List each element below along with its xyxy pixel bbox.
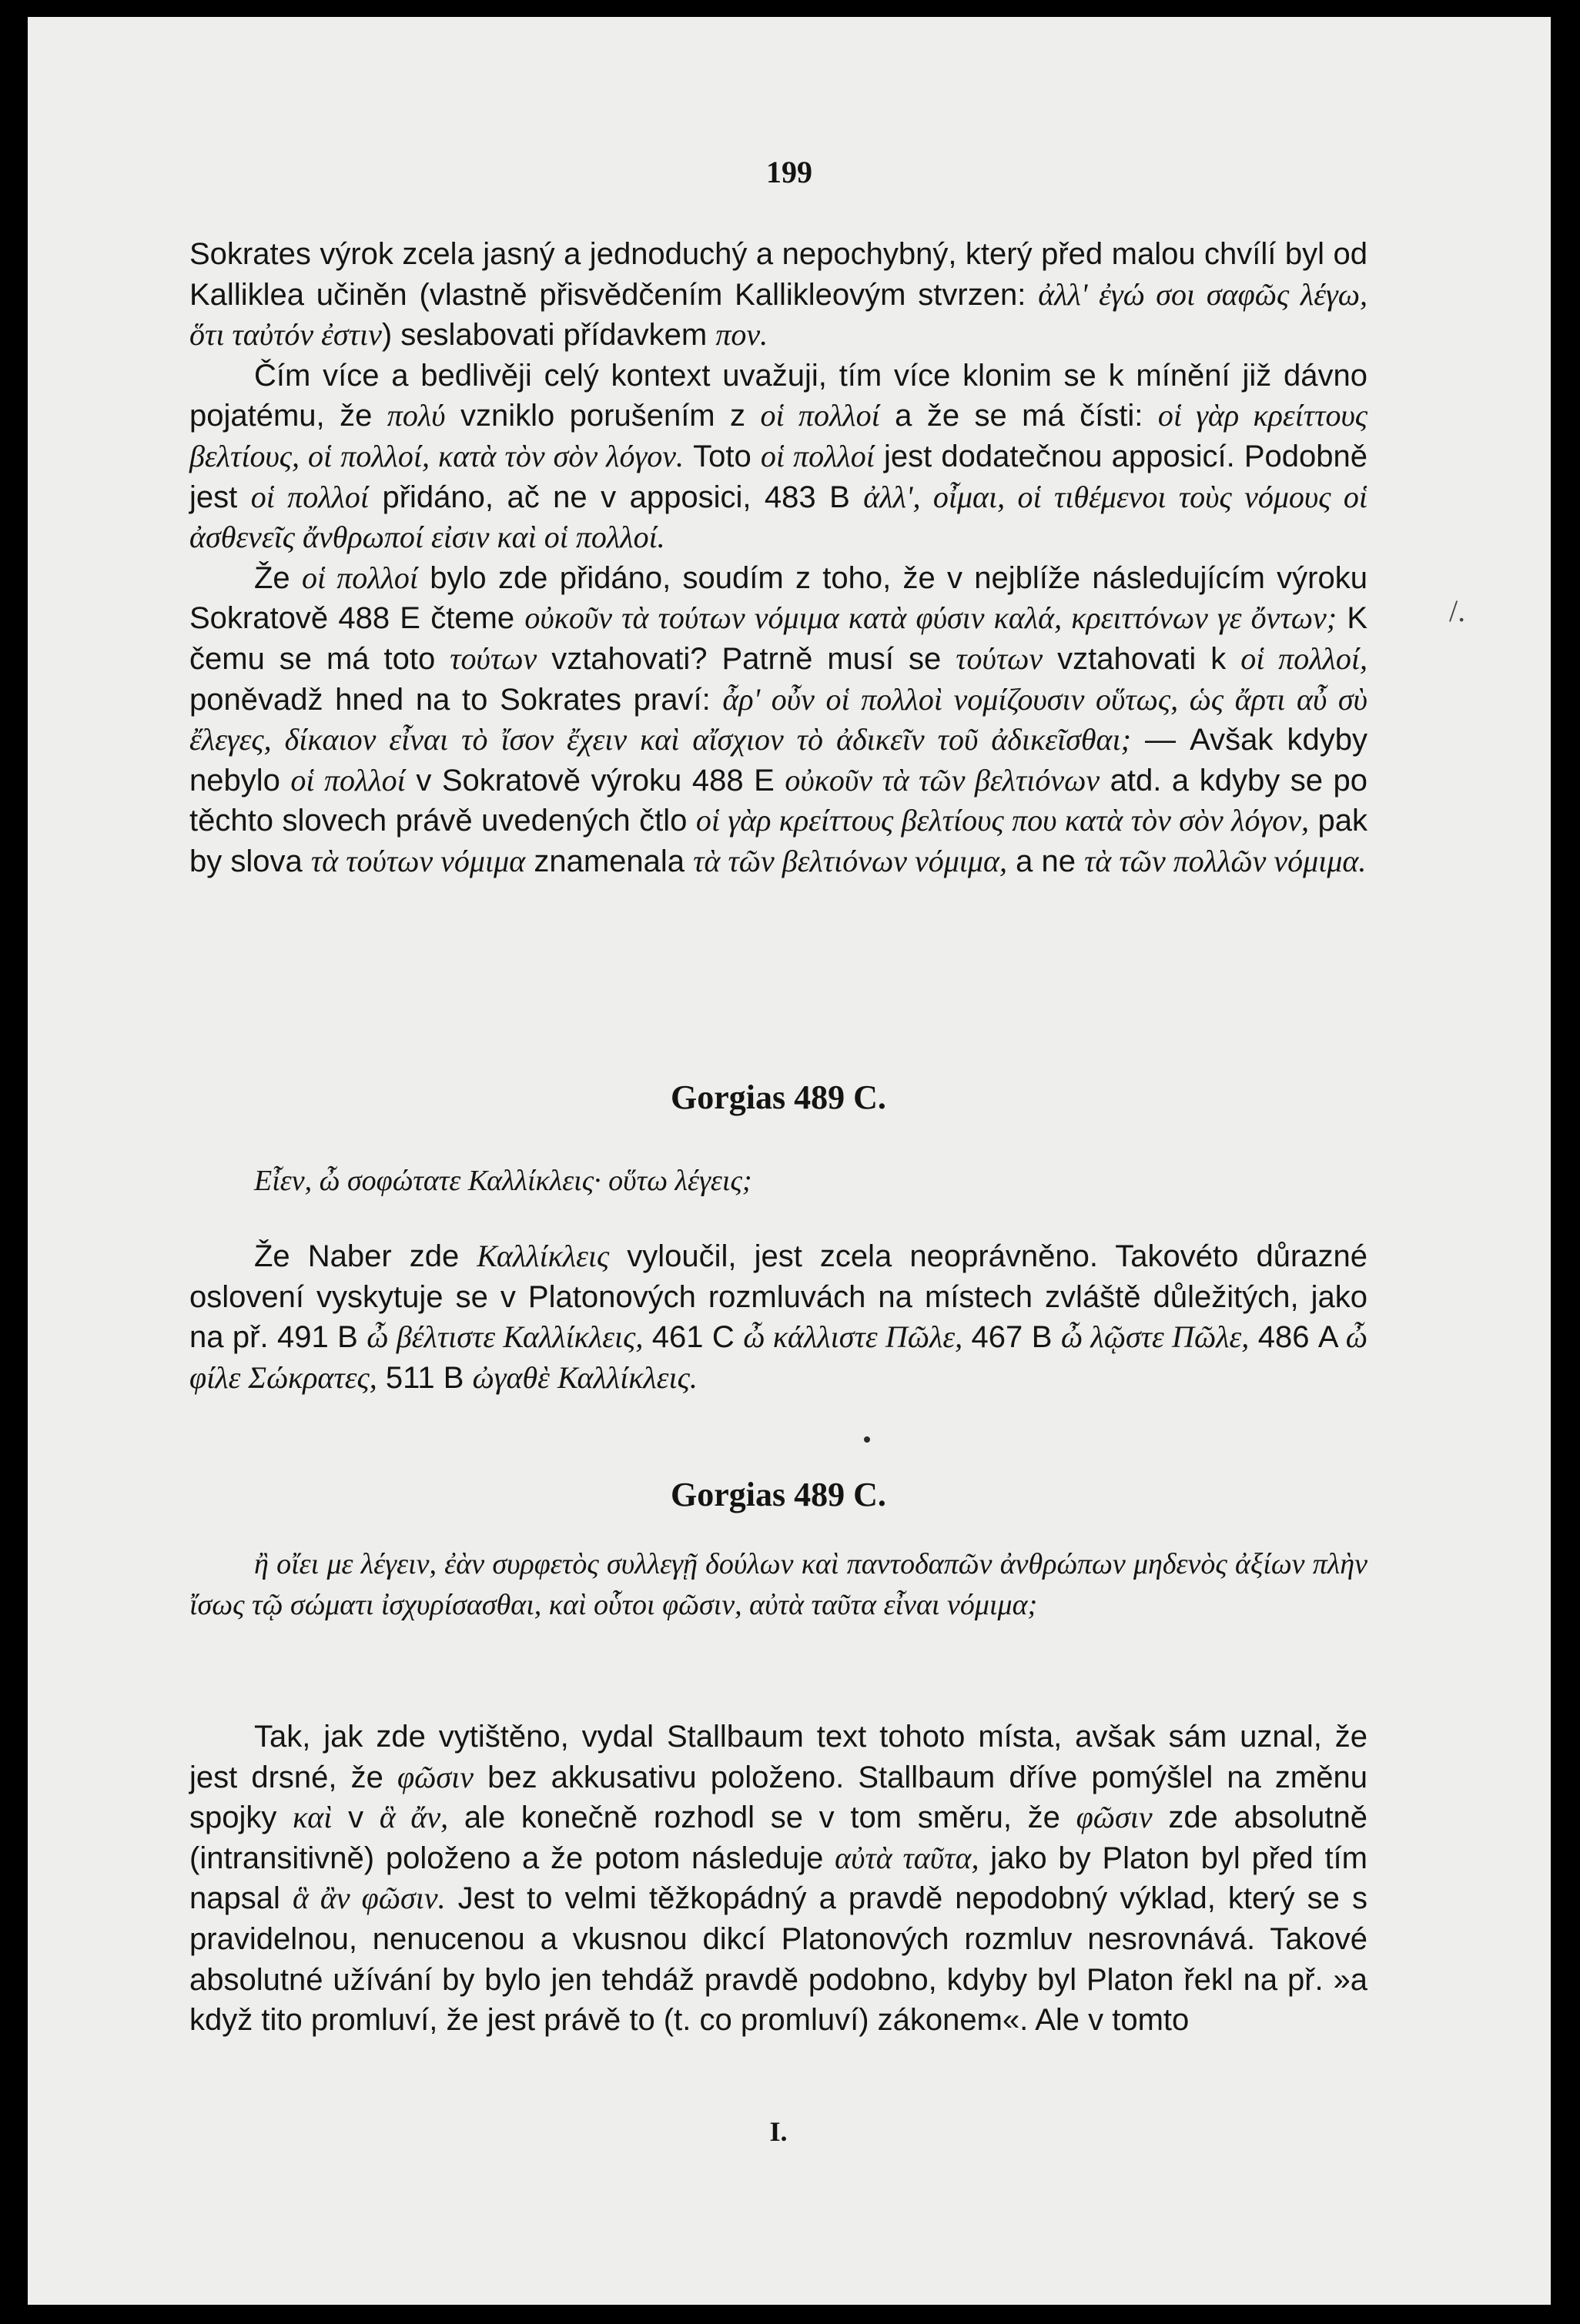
greek-word: ἃ ἄν, xyxy=(379,1800,449,1835)
margin-annotation: /. xyxy=(1449,594,1466,628)
book-page xyxy=(28,17,1551,2305)
greek-quote: ἀλλ', οἶμαι, οἱ τιθέμενοι τοὺς νόμους οἱ ἀσθενεῖς ἄνθρωποί εἰσιν καὶ οἱ πολλοί. xyxy=(189,479,1367,555)
section-3-text xyxy=(189,1717,1367,2041)
greek-word: οἱ πολλοί xyxy=(301,560,419,595)
greek-citation xyxy=(189,1544,1367,1625)
paragraph: Sokrates výrok zcela jasný a jednoduchý a nepochybný, který před malou chvílí byl od Kalliklea učiněn (vlastně přisvědčením Kallikleovým stvrzen: ἀλλ' ἐγώ σοι σαφῶς λέγω, ὅτι ταὐτόν ἐστιν) seslabovati přídavkem πον. xyxy=(189,237,1368,353)
paragraph: Že Naber zde Καλλίκλεις vyloučil, jest zcela neoprávněno. Takovéto důrazné oslovení vyskytuje se v Platonových rozmluvách na místech zvláště důležitých, jako na př. 491 B ὦ βέλτιστε Καλλίκλεις, 461 C ὦ κάλλιστε Πῶλε, 467 B ὦ λῷστε Πῶλε, 486 A ὦ φίλε Σώκρατες, 511 B ὠγαθὲ Καλλίκλεις. xyxy=(189,1239,1368,1395)
greek-word: οἱ πολλοί xyxy=(760,398,880,433)
paragraph: Že οἱ πολλοί bylo zde přidáno, soudím z toho, že v nejblíže následujícím výroku Sokratově 488 E čteme οὐκοῦν τὰ τούτων νόμιμα κατὰ φύσιν καλά, κρειττόνων γε ὄντων; K čemu se má toto τούτων vztahovati? Patrně musí se τούτων vztahovati k οἱ πολλοί, poněvadž hned na to Sokrates praví: ἆρ' οὖν οἱ πολλοὶ νομίζουσιν οὕτως, ὡς ἄρτι αὖ σὺ ἔλεγες, δίκαιον εἶναι τὸ ἴσον ἔχειν καὶ αἴσχιον τὸ ἀδικεῖν τοῦ ἀδικεῖσθαι; — Avšak kdyby nebylo οἱ πολλοί v Sokratově výroku 488 E οὐκοῦν τὰ τῶν βελτιόνων atd. a kdyby se po těchto slovech právě uvedených čtlo οἱ γὰρ κρείττους βελτίους που κατὰ τὸν σὸν λόγον, pak by slova τὰ τούτων νόμιμα znamenala τὰ τῶν βελτιόνων νόμιμα, a ne τὰ τῶν πολλῶν νόμιμα. xyxy=(189,560,1367,878)
greek-word: οἱ πολλοί xyxy=(250,479,369,514)
greek-word: ἃ ἂν φῶσιν. xyxy=(292,1881,446,1916)
greek-word: οἱ πολλοί xyxy=(290,762,406,798)
greek-word: οἱ πολλοί, xyxy=(1240,640,1367,676)
greek-word: ὦ κάλλιστε Πῶλε, xyxy=(743,1319,963,1355)
greek-word: Καλλίκλεις xyxy=(477,1239,610,1273)
greek-word: ὦ βέλτιστε Καλλίκλεις, xyxy=(367,1319,644,1355)
greek-word: πολύ xyxy=(387,398,446,433)
greek-quote: τὰ τούτων νόμιμα xyxy=(310,843,526,878)
greek-word: τούτων xyxy=(956,640,1043,676)
page-number: 199 xyxy=(766,155,812,189)
greek-quote: οὐκοῦν τὰ τῶν βελτιόνων xyxy=(785,762,1100,798)
section-2-container xyxy=(189,17,1367,2305)
greek-word: πον. xyxy=(715,317,768,353)
greek-citation xyxy=(189,1161,1367,1202)
paragraph: Čím více a bedlivěji celý kontext uvažuji, tím více klonim se k mínění již dávno pojatému, že πολύ vzniklo porušením z οἱ πολλοί a že se má čísti: οἱ γὰρ κρείττους βελτίους, οἱ πολλοί, κατὰ τὸν σὸν λόγον. Toto οἱ πολλοί jest dodatečnou apposicí. Podobně jest οἱ πολλοί přidáno, ač ne v apposici, 483 B ἀλλ', οἶμαι, οἱ τιθέμενοι τοὺς νόμους οἱ ἀσθενεῖς ἄνθρωποί εἰσιν καὶ οἱ πολλοί. xyxy=(189,358,1368,555)
section-2-text xyxy=(189,1236,1367,1398)
greek-word: ὠγαθὲ Καλλίκλεις. xyxy=(472,1359,698,1395)
greek-word: ὦ λῷστε Πῶλε, xyxy=(1060,1319,1250,1355)
citation-text: Εἶεν, ὦ σοφώτατε Καλλίκλεις· οὕτω λέγεις; xyxy=(254,1165,752,1197)
greek-word: καὶ xyxy=(293,1800,333,1835)
section-heading: Gorgias 489 C. xyxy=(671,1476,886,1513)
greek-quote: οἱ γὰρ κρείττους βελτίους που κατὰ τὸν σὸν λόγον, xyxy=(695,803,1309,838)
greek-word: φῶσιν xyxy=(1076,1800,1153,1835)
greek-word: τούτων xyxy=(450,640,537,676)
signature-mark: I. xyxy=(769,2116,788,2147)
greek-word: ὦ φίλε Σώκρατες, xyxy=(189,1319,1368,1395)
greek-quote: τὰ τῶν βελτιόνων νόμιμα, xyxy=(693,843,1007,878)
greek-word: αὐτὰ ταῦτα, xyxy=(835,1840,979,1875)
printer-dot xyxy=(864,1436,870,1443)
citation-text: ἢ οἴει με λέγειν, ἐὰν συρφετὸς συλλεγῇ δούλων καὶ παντοδαπῶν ἀνθρώπων μηδενὸς ἀξίων πλὴν ἴσως τῷ σώματι ἰσχυρίσασθαι, καὶ οὗτοι φῶσιν, αὐτὰ ταῦτα εἶναι νόμιμα; xyxy=(189,1548,1367,1621)
greek-quote: οὐκοῦν τὰ τούτων νόμιμα κατὰ φύσιν καλά, κρειττόνων γε ὄντων; xyxy=(524,600,1337,636)
greek-quote: τὰ τῶν πολλῶν νόμιμα. xyxy=(1084,843,1367,878)
section-heading: Gorgias 489 C. xyxy=(671,1078,886,1116)
greek-quote: οἱ γὰρ κρείττους βελτίους, οἱ πολλοί, κατὰ τὸν σὸν λόγον. xyxy=(189,398,1368,473)
greek-quote: ἆρ' οὖν οἱ πολλοὶ νομίζουσιν οὕτως, ὡς ἄρτι αὖ σὺ ἔλεγες, δίκαιον εἶναι τὸ ἴσον ἔχειν καὶ αἴσχιον τὸ ἀδικεῖν τοῦ ἀδικεῖσθαι; xyxy=(189,681,1367,757)
greek-quote: ἀλλ' ἐγώ σοι σαφῶς λέγω, ὅτι ταὐτόν ἐστιν xyxy=(189,276,1368,353)
paragraph: Tak, jak zde vytištěno, vydal Stallbaum text tohoto místa, avšak sám uznal, že jest drsné, že φῶσιν bez akkusativu položeno. Stallbaum dříve pomýšlel na změnu spojky καὶ v ἃ ἄν, ale konečně rozhodl se v tom směru, že φῶσιν zde absolutně (intransitivně) položeno a že potom následuje αὐτὰ ταῦτα, jako by Platon byl před tím napsal ἃ ἂν φῶσιν. Jest to velmi těžkopádný a pravdě nepodobný výklad, který se s pravidelnou, nenucenou a vkusnou dikcí Platonových rozmluv nesrovnává. Takové absolutné užívání by bylo jen tehdáž pravdě podobno, kdyby byl Platon řekl na př. »a když tito promluví, že jest právě to (t. co promluví) zákonem«. Ale v tomto xyxy=(189,1720,1367,2038)
greek-word: οἱ πολλοί xyxy=(760,438,875,473)
greek-word: φῶσιν xyxy=(397,1759,474,1794)
